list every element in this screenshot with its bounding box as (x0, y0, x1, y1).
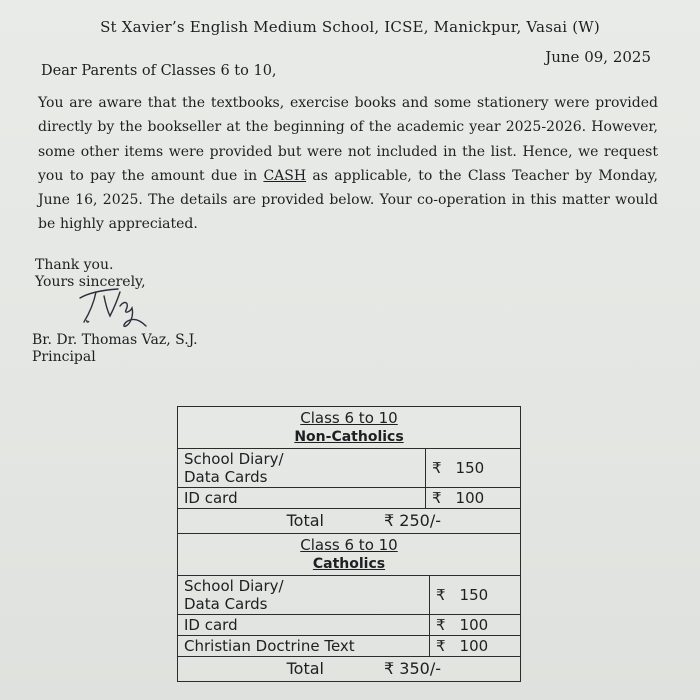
amount-value: 100 (455, 489, 485, 507)
total-amount: 250/- (399, 511, 441, 530)
signatory-block (32, 332, 198, 366)
letter-body (38, 91, 658, 237)
item-name-line1: School Diary/ (184, 450, 284, 468)
item-name: ID card (178, 488, 426, 508)
item-amount (426, 488, 520, 508)
item-amount (426, 449, 520, 487)
group-label: Non-Catholics (294, 429, 404, 445)
section-header-catholics (178, 534, 520, 576)
thank-you-text: Thank you. (35, 257, 114, 273)
rupee-symbol: ₹ (432, 459, 442, 477)
table-row (178, 488, 520, 509)
total-value (354, 657, 520, 681)
total-label: Total (286, 511, 324, 530)
rupee-symbol: ₹ (436, 616, 446, 634)
total-value (354, 509, 520, 533)
item-name: Christian Doctrine Text (178, 636, 430, 656)
rupee-symbol: ₹ (436, 586, 446, 604)
table-row (178, 449, 520, 488)
table-row (178, 615, 520, 636)
group-label: Catholics (312, 556, 386, 572)
item-name-line1: School Diary/ (184, 577, 284, 595)
school-name: St Xavier’s English Medium School, ICSE, Manickpur, Vasai (W) (100, 18, 600, 36)
rupee-symbol: ₹ (432, 489, 442, 507)
total-amount: 350/- (399, 659, 441, 678)
amount-value: 150 (459, 586, 489, 604)
rupee-symbol: ₹ (384, 511, 395, 530)
fee-table (177, 406, 521, 682)
item-amount (430, 636, 520, 656)
handwritten-signature (74, 282, 154, 330)
item-name-line2: Data Cards (184, 468, 268, 486)
item-name: ID card (178, 615, 430, 635)
amount-value: 150 (455, 459, 485, 477)
signatory-title: Principal (32, 349, 96, 365)
salutation: Dear Parents of Classes 6 to 10, (41, 63, 277, 79)
total-row-catholics (178, 657, 520, 682)
body-text-part2: as applicable, to the Class Teacher by Monday, June 16, 2025. The details are provided below. Your co-operation in this matter would be highly appreciated. (38, 167, 658, 233)
table-row (178, 576, 520, 615)
section-header-non-catholics (178, 407, 520, 449)
class-label: Class 6 to 10 (300, 409, 398, 427)
item-amount (430, 615, 520, 635)
item-name-line2: Data Cards (184, 595, 268, 613)
total-label: Total (286, 659, 324, 678)
rupee-symbol: ₹ (384, 659, 395, 678)
item-amount (430, 576, 520, 614)
total-row-non-catholics (178, 509, 520, 534)
item-name (178, 449, 426, 487)
item-name (178, 576, 430, 614)
amount-value: 100 (459, 616, 489, 634)
letter-date: June 09, 2025 (545, 48, 651, 66)
body-cash-emphasis: CASH (263, 167, 307, 184)
signatory-name: Br. Dr. Thomas Vaz, S.J. (32, 332, 198, 348)
body-text-part1: You are aware that the textbooks, exercise books and some stationery were provided directly by the bookseller at the beginning of the academic year 2025-2026. However, some other items were provided but were not included in the list. Hence, we request you to pay the amount due in (38, 95, 658, 184)
closing-text: Yours sincerely, (35, 274, 146, 290)
class-label: Class 6 to 10 (300, 536, 398, 554)
rupee-symbol: ₹ (436, 637, 446, 655)
amount-value: 100 (459, 637, 489, 655)
section-catholics (178, 534, 520, 682)
table-row (178, 636, 520, 657)
